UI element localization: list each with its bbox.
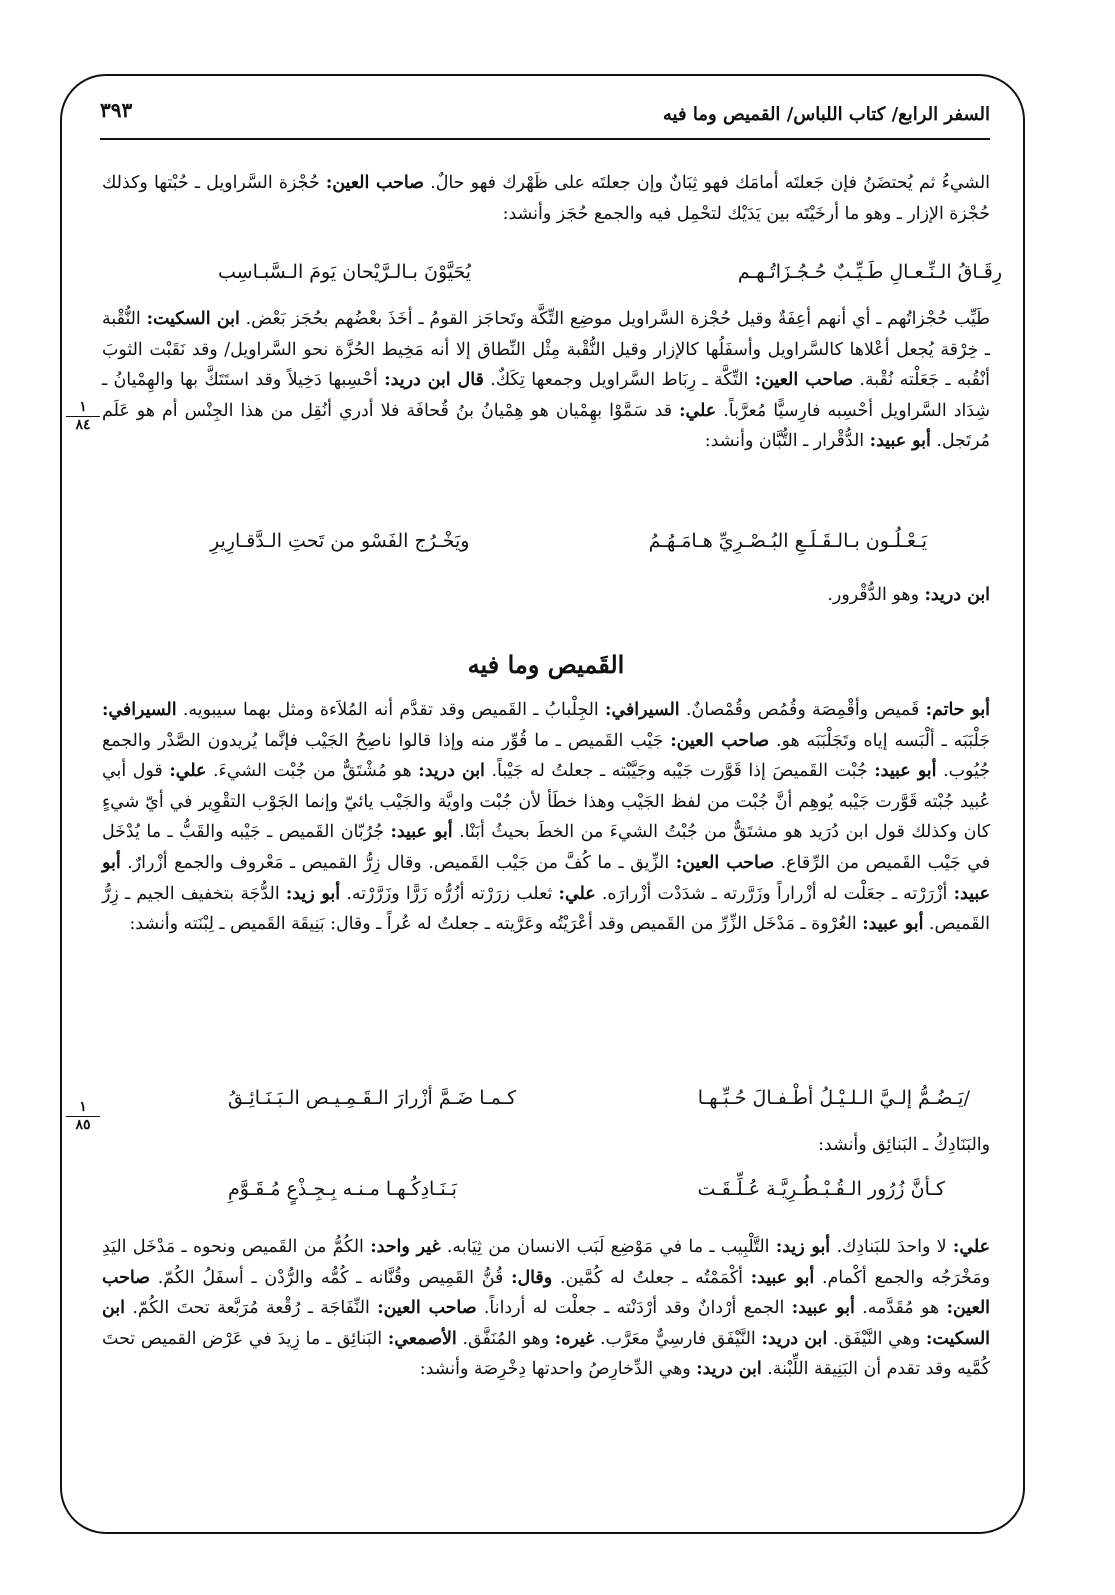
- verse-3-hemistich-a: /يَـضُـمُّ إلـيَّ الـلـيْـلُ أطْـفـالَ حُـبِّـهـا: [697, 1087, 970, 1109]
- paragraph: [102, 304, 990, 457]
- speaker-name: أبو زيد:: [775, 1237, 831, 1257]
- margin-marker-85: ١ ٨٥: [66, 1100, 100, 1133]
- verse-2-hemistich-a: يَـعْـلُـون بـالـقَـلَـعِ البُـصْـرِيِّ هـامَـهُـمُ: [648, 530, 927, 552]
- text-run: والبَنَادِكُ ـ البَنائِق وأنشد:: [818, 1135, 990, 1155]
- text-run: الدُّجَة بتخفيف الجيم ـ زِرُّ القَميص.: [102, 883, 990, 935]
- speaker-name: صاحب العين:: [377, 1298, 477, 1319]
- text-run: قد سَمَّوْا بهِمْيان هو هِمْيانُ بنُ قُحافَة فلا أدري أنُقِل من هذا الجِنْس أم هو عَلَم مُرتَجل.: [102, 400, 990, 452]
- speaker-name: علي:: [679, 400, 717, 421]
- verse-1-hemistich-b: يُحَيَّوْنَ بـالـرَّيْحان يَومَ الـسَّبـاسِب: [218, 261, 472, 283]
- speaker-name: ابن السكيت:: [146, 309, 240, 329]
- speaker-name: صاحب العين:: [325, 173, 424, 193]
- verse-4-hemistich-a: كـأنَّ زُرُور الـقُـبْـطُـرِيَّـة عُـلِّـقَـت: [697, 1178, 945, 1200]
- speaker-name: قال ابن دريد:: [384, 370, 484, 391]
- text-run: هو مُشْتَقٌّ من جُبْت الشيءَ.: [206, 761, 419, 782]
- speaker-name: صاحب العين:: [675, 852, 775, 873]
- speaker-name: علي:: [558, 883, 596, 904]
- text-run: الجِلْبابُ ـ القَميص وقد تقدَّم أنه المُلاَءة ومثل بهما سيبويه.: [176, 700, 606, 720]
- paragraph: [102, 695, 990, 940]
- text-run: طَيِّب حُجْزاتُهم ـ أي أنهم أعِفَةٌ وقيل حُجْزة السَّراويل موضِع التِّكَّة وتَحاجَز القومُ ـ أخَذَ بعْضُهم بحُجَز بَعْض.: [239, 309, 990, 329]
- text-run: أحْسِبها دَخِيلاً وقد استَتَكَّ بها والهِمْيانُ ـ شِدَاد السَّراويل أحْسِبه فارِسيًّا مُعرَّباً.: [102, 370, 990, 421]
- text-run: بَنِيقَة القَميص ـ لِبْنَته وأنشد:: [129, 914, 325, 935]
- text-run: النَّيْفَق فارسِيٌّ معَرَّب.: [594, 1328, 762, 1349]
- speaker-name: أبو عبيد:: [390, 822, 453, 843]
- speaker-name: غير واحد:: [370, 1237, 441, 1257]
- text-run: جُبْت القَميصَ إذا قَوَّرت جَيْبه وجَيَّبْته ـ جعلتُ له جَيْباً.: [484, 761, 875, 782]
- text-run: أزْرَرْته ـ جعَلْت له أزْراراً وزَرَّرته ـ شدَدْت أزْرارَه.: [595, 883, 954, 904]
- speaker-name: أبو عبيد:: [791, 1298, 855, 1319]
- speaker-name: علي:: [952, 1237, 990, 1257]
- speaker-name: غيره:: [554, 1328, 595, 1349]
- text-run: النِّفَاجَة ـ رُقْعة مُرَبَّعة تحتَ الكُمّ.: [124, 1298, 378, 1319]
- text-run: الجمع أرْدانٌ وقد أرْدَنْته ـ جعلْت له أرداناً.: [476, 1298, 792, 1319]
- speaker-name: الأصمعي:: [387, 1328, 457, 1349]
- speaker-name: وقال:: [511, 1267, 553, 1288]
- text-run: وهي النَّيْفَق.: [827, 1328, 926, 1349]
- text-run: الشيءُ ثم يُحتضَنُ فإن جَعلتَه أمامَك فهو ثِبَانٌ وإن جعلتَه على ظَهْرك فهو حالٌ.: [423, 173, 990, 193]
- text-run: جُرُبّان القَميص ـ جَيْبه والقَبُّ ـ ما يُدْخَل في جَيْب القَميص من الرِّقاع.: [102, 822, 991, 873]
- text-run: قُنُّ القَمِيص وقُنَّانه ـ كُمُّه والرُّدْن ـ أسفَلُ الكُمّ.: [149, 1267, 512, 1288]
- speaker-name: ابن دريد:: [924, 585, 990, 605]
- verse-3-hemistich-b: كـمـا ضَـمَّ أزْرارَ الـقَـمِـيـص الـبَـنَـائِـقُ: [228, 1087, 517, 1109]
- text-run: التَّلْبِيب ـ ما في مَوْضِع لَبَب الانسان من ثِيَابه.: [440, 1237, 776, 1257]
- speaker-name: ابن دريد:: [418, 761, 485, 782]
- paragraph: [102, 1232, 990, 1385]
- text-run: قول أبي عُبيد جُبْته قَوَّرت جَيْبه يُوهِم أنَّ جُبْت من لفظ الجَيْب وهذا خطَأ لأن جُبْت واويَّة والجَيْب يائيّ وإنما الجَوْب التقْوِير في أيّ شيءٍ كان وكذلك قول ابن دُرَيد هو مشتَقٌّ من جُبْتُ الشيءَ من الخطَ بحيثُ أبَنْا.: [102, 761, 990, 843]
- text-run: الكُمُّ من القَميص ونحوه ـ مَدْخَل اليَدِ ومَخْرَجُه والجمع أكْمام.: [102, 1237, 990, 1288]
- speaker-name: أبو زيد:: [285, 883, 341, 904]
- text-run: جَيْب القَميص ـ ما قُوِّر منه وإذا قالوا ناصِحُ الجَيْب فإنَّما يُريدون الصَّدْر والجمع جُيُوب.: [102, 730, 990, 782]
- text-run: قَميص وأقْمِصَة وقُمُص وقُمْصانٌ.: [679, 700, 926, 720]
- paragraph: [102, 1130, 990, 1161]
- text-run: وهو المُنَفَّق.: [456, 1328, 555, 1349]
- speaker-name: أبو عبيد:: [869, 431, 931, 452]
- speaker-name: ابن دريد:: [761, 1328, 828, 1349]
- speaker-name: صاحب العين:: [670, 730, 770, 751]
- verse-4-hemistich-b: بَـنَـادِكُـهـا مـنـه بِـجِـذْعٍ مُـقَـوَّمِ: [228, 1178, 457, 1200]
- verse-2-hemistich-b: ويَخْـرُج الفَسْو من تَحتِ الـدَّقـارِيرِ: [210, 530, 470, 552]
- speaker-name: ابن دريد:: [696, 1359, 762, 1380]
- speaker-name: ابن السكيت:: [102, 1298, 990, 1349]
- page-number: ٣٩٣: [100, 98, 133, 122]
- text-run: لا واحدَ للبَنادِك.: [830, 1237, 953, 1257]
- text-run: البَنائِق ـ ما زِيدَ في عَرْض القميص تحتَ كُمَّيه وقد تقدم أن البَنِيقة اللِّبْنة.: [102, 1328, 990, 1380]
- paragraph: [102, 168, 990, 229]
- text-run: الدُّقْرار ـ التُّبَّان وأنشد:: [704, 431, 870, 452]
- running-head: السفر الرابع/ كتاب اللباس/ القميص وما فيه: [662, 104, 990, 125]
- verse-1-hemistich-a: رِقَـاقُ الـنِّـعـالِ طَـيِّـبٌ حُـجُـزَاتُـهـم: [737, 261, 1002, 283]
- text-run: التِّكَّة ـ رِبَاط السَّراويل وجمعها تِكَكٌ.: [483, 370, 755, 391]
- text-run: جَلْبَبَه ـ ألْبَسه إياه وتَجَلْبَبَه هو.: [769, 730, 990, 751]
- margin-marker-84: ١ ٨٤: [66, 400, 100, 433]
- speaker-name: السيرافي:: [605, 700, 680, 720]
- text-run: هو مُقَدَّمه.: [854, 1298, 947, 1319]
- speaker-name: أبو عبيد:: [102, 852, 991, 904]
- page-header: [100, 98, 990, 140]
- speaker-name: أبو عبيد:: [874, 761, 937, 782]
- speaker-name: أبو عبيد:: [862, 914, 924, 935]
- speaker-name: أبو حاتم:: [925, 700, 991, 720]
- text-run: العُرْوة ـ مَدْخَل الزِّرِّ من القَميص وقد أعْرَيْتُه وعَرَّيته ـ جعلتُ له عُراً ـ وقال:: [324, 914, 863, 935]
- speaker-name: السيرافي:: [102, 700, 177, 720]
- text-run: الزِّيق ـ ما كُفَّ من جَيْب القَميص. وقال زِرُّ القميص ـ مَعْروف والجمع أزْرارٌ.: [120, 852, 676, 873]
- text-run: وهي الدِّخارِصُ واحدتها دِخْرِصَة وأنشد:: [419, 1359, 697, 1380]
- speaker-name: علي:: [169, 761, 207, 782]
- text-run: النُّقْبة ـ خِرْقة يُجعل أعْلاها كالسَّراويل وأسفَلُها كالإزار وقيل النُّقْبة مِثْل النِّطاق إلا أنه مَخِيط الحُزَّة نحو السَّراويل/ وقد نَقَبْت الثوبَ أنْقُبه ـ جَعَلْته نُقْبة.: [102, 309, 991, 391]
- section-title: القَميص وما فيه: [467, 650, 625, 679]
- text-run: حُجْزة السَّراويل ـ حُبْتها وكذلك حُجْزة الإزار ـ وهو ما أرخَيْتَه بين يَدَيْك لتحْمِل فيه والجمع حُجَز وأنشد:: [102, 173, 990, 224]
- speaker-name: صاحب العين:: [754, 370, 854, 391]
- text-run: وهو الدُّقْرور.: [827, 585, 925, 605]
- speaker-name: أبو عبيد:: [750, 1267, 815, 1288]
- text-run: أكْمَمْتُه ـ جعلتُ له كُمَّين.: [552, 1267, 751, 1288]
- speaker-name: صاحب العين:: [102, 1267, 990, 1319]
- paragraph: [102, 580, 990, 611]
- text-run: ثعلب زرَرْته أزُرُّه زَرًّا وزَرَّرْته.: [340, 883, 559, 904]
